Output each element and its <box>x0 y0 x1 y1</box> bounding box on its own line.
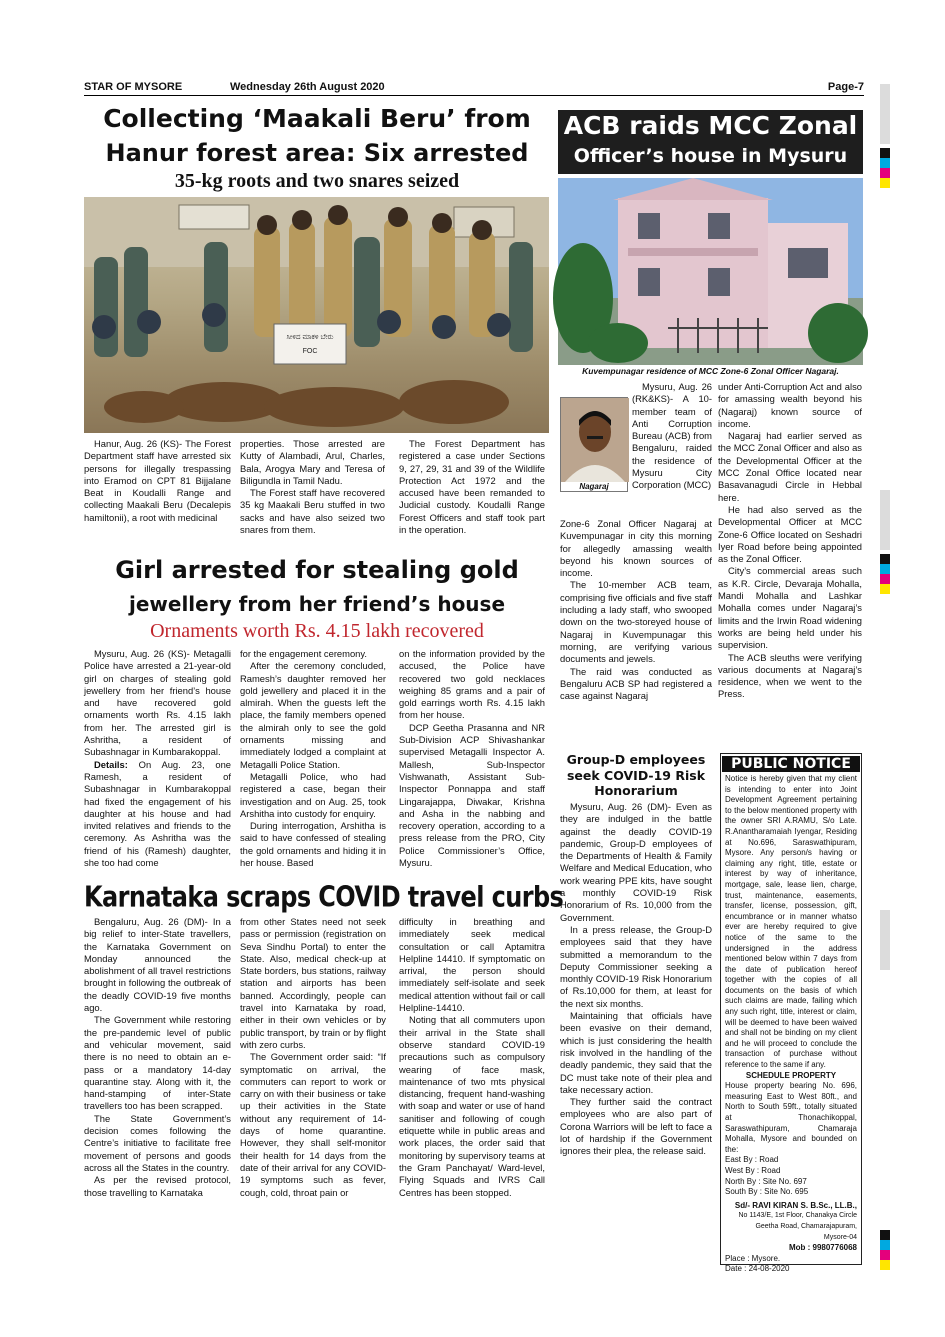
registration-bar-grey-2 <box>880 490 890 550</box>
story2-col2-para2: Nagaraj had earlier served as the MCC Zonal Officer and also as the Developmental Officer at the MCC Zonal Office located near Basavanagudi Circle in Hebbal here. <box>718 430 862 503</box>
story3-column-3 <box>399 648 545 874</box>
story2-column-2 <box>718 381 862 749</box>
story1-headline-line2: Hanur forest area: Six arrested <box>105 139 529 167</box>
acb-house-illustration <box>558 178 863 365</box>
nagaraj-portrait <box>560 397 628 492</box>
story3-col2-para4: During interrogation, Arshitha is said to have confessed of stealing the gold ornaments and hiding it in her house. Based <box>240 820 386 869</box>
story3-col1-para1: Mysuru, Aug. 26 (KS)- Metagalli Police have arrested a 21-year-old girl on charges of stealing gold jewellery from her friend’s house and have recovered gold ornaments worth Rs. 4.15 lakh from her. The arrested girl is Ashritha, a resident of Subashnagar in Kumbarakoppal. <box>84 648 231 758</box>
registration-bar-cmyk-1 <box>880 148 890 188</box>
boundary-north: North By : Site No. 697 <box>725 1176 807 1186</box>
portrait-illustration <box>561 398 629 482</box>
signatory-address-2: Geetha Road, Chamarajapuram, <box>755 1222 857 1230</box>
story2-headline-box <box>558 110 863 174</box>
story5-col1-para3: The State Government’s decision comes following the Centre’s initiative to facilitate free movement of persons and goods across all the States in the country. <box>84 1112 231 1173</box>
forest-arrest-photo-illustration <box>84 197 549 433</box>
story2-col2-para1: under Anti-Corruption Act and also for amassing wealth beyond his (Nagaraj) known source of income. <box>718 381 862 429</box>
story5-col1-para2: The Government while restoring the pre-pandemic level of public and vehicular movement, said there is no need to obtain an e-pass or a mandatory 14-day quarantine stay. Along with it, the hand-stamping of inter-State travellers too has been scrapped. <box>84 1014 231 1112</box>
story5-headline: Karnataka scraps COVID travel curbs <box>84 880 564 914</box>
portrait-caption: Nagaraj <box>561 482 627 491</box>
story2-headline-line2: Officer’s house in Mysuru <box>573 145 848 167</box>
story5-col3-para1: difficulty in breathing and immediately seek medical consultation or call Aptamitra Helpline 14410. If symptomatic on arrival, the person should immediately self-isolate and seek medical attention without fail or call Helpline-14410. <box>399 916 545 1014</box>
story5-col3-para2: Noting that all commuters upon their arrival in the State shall observe standard COVID-19 precautions such as compulsory wearing of face mask, maintenance of two mts physical distancing, frequent hand-washing with soap and water or use of hand sanitiser and following of cough etiquette while in public areas and work places, the order said that monitoring by supervisory teams at the Gram Panchayat/ Ward-level, Flying Squads and IVRS Call Centres has been stopped. <box>399 1014 545 1198</box>
signatory-address-1: No 1143/E, 1st Floor, Chanakya Circle <box>738 1212 857 1220</box>
story3-col3-para1: on the information provided by the accused, the Police have recovered two gold necklaces weighing 85 grams and a pair of gold earrings worth Rs. 4.15 lakh from her house. <box>399 648 545 721</box>
story3-column-1 <box>84 648 231 874</box>
story4-column <box>560 801 712 1267</box>
story3-subhead: Ornaments worth Rs. 4.15 lakh recovered <box>150 620 484 642</box>
story2-col2-para3: He had also served as the Developmental Officer at MCC Zone-6 Office located on Seshadri Iyer Road before being appointed as the Zonal Officer. <box>718 503 862 565</box>
story2-col1-para1: Zone-6 Zonal Officer Nagaraj at Kuvempunagar in city this morning for allegedly amassing wealth beyond his known sources of income. <box>560 518 712 579</box>
boundary-west: West By : Road <box>725 1165 781 1175</box>
story4-para1: Mysuru, Aug. 26 (DM)- Even as they are indulged in the battle against the deadly COVID-19 pandemic, Group-D employees of the Departments of Health & Family Welfare and Medical Education, who work wearing PPE kits, have sought a monthly COVID-19 Risk Honorarium of Rs. 10,000 from the Government. <box>560 801 712 923</box>
registration-bar-grey-3 <box>880 910 890 970</box>
story2-col1-top <box>632 381 712 517</box>
story2-headline-line1: ACB raids MCC Zonal <box>563 111 858 140</box>
signatory-address-3: Mysore-04 <box>823 1233 857 1241</box>
story1-col2-para2: The Forest staff have recovered 35 kg Maakali Beru stuffed in two sacks and have also seized two snares from them. <box>240 487 385 536</box>
forest-arrest-photo <box>84 197 549 433</box>
registration-bar-grey-1 <box>880 84 890 144</box>
masthead <box>84 80 864 96</box>
story1-column-1 <box>84 438 231 550</box>
story3-col1-para2: On Aug. 23, one Ramesh, a resident of Subashnagar in Kumbarakoppal had fixed the engagement of his daughter at his house and had invited relatives and friends to the ceremony. As Ashritha was the friend of his (Ramesh) daughter, she too had come <box>84 758 231 869</box>
story3-column-2 <box>240 648 386 874</box>
story5-col1-para1: Bengaluru, Aug. 26 (DM)- In a big relief to inter-State travellers, the Karnataka Government on Monday announced the abolishment of all travel restrictions brought in following the outbreak of the deadly COVID-19 five months ago. <box>84 916 231 1014</box>
story2-col2-para5: The ACB sleuths were verifying various documents at Nagaraj’s residence, when we went to the Press. <box>718 651 862 700</box>
story3-col3-para2: DCP Geetha Prasanna and NR Sub-Division ACP Shivashankar supervised Metagalli Inspector A. Mallesh, Sub-Inspector Vishwanath, Assistant Sub-Inspector Ponnappa and staff Lingarajappa, Diwakar, Krishna and Asha in the nabbing and recovery operation, according to a press release from the PRO, City Police Commissioner’s Office, Mysuru. <box>399 721 545 869</box>
boundary-south: South By : Site No. 695 <box>725 1187 809 1197</box>
page-number: Page-7 <box>827 81 864 93</box>
newspaper-name: STAR OF MYSORE <box>84 81 183 93</box>
story5-column-2 <box>240 916 386 1266</box>
signatory-mobile: Mob : 9980776068 <box>788 1243 857 1253</box>
story1-column-2 <box>240 438 385 550</box>
story1-col2-para1: properties. Those arrested are Kutty of Alambadi, Arul, Charles, Bala, Arogya Mary and Teresa of Biligundla in Tamil Nadu. <box>240 438 385 486</box>
story4-para2: In a press release, the Group-D employees said that they have submitted a memorandum to the Deputy Commissioner seeking a monthly COVID-19 Risk Honorarium of Rs.10,000 for them, at least for the next six months. <box>560 923 712 1009</box>
registration-bar-cmyk-3 <box>880 1230 890 1270</box>
story3-details-label: Details: <box>94 758 128 770</box>
signatory-name: Sd/- RAVI KIRAN S. B.Sc., LL.B., <box>734 1200 857 1210</box>
story2-col1-para2: The 10-member ACB team, comprising five officials and five staff including a lady staff, who swooped down on the two-storeyed house of Nagaraj in Kuvempunagar this morning, are verifying various documents and jewels. <box>560 579 712 665</box>
seized-items-banner-text: ಸೀಳಿದ ಮಾಕಳಿ ಬೇರು <box>286 334 334 341</box>
issue-date: Wednesday 26th August 2020 <box>230 81 385 93</box>
public-notice <box>720 753 862 1274</box>
boundary-east: East By : Road <box>725 1155 779 1165</box>
story5-column-3 <box>399 916 545 1266</box>
acb-house-photo <box>558 178 863 365</box>
story1-col1-text: Hanur, Aug. 26 (KS)- The Forest Department staff have arrested six persons for illegally trespassing into Eramod on CPT 81 Bijjalane Beat in Koudalli Range and collecting Maakali Beru (Decalepis hamiltonii), a root with medicinal <box>84 438 231 523</box>
story3-col2-para2: After the ceremony concluded, Ramesh’s daughter removed her gold jewellery and placed it in the almirah. When the guests left the place, the family members opened the almirah only to see the gold ornaments missing and immediately lodged a complaint at Metagalli Police Station. <box>240 660 386 770</box>
notice-date: Date : 24-08-2020 <box>725 1264 790 1274</box>
story1-column-3 <box>399 438 545 550</box>
story1-headline-line1: Collecting ‘Maakali Beru’ from <box>103 104 531 133</box>
schedule-body: House property bearing No. 696, measuring East to West 80ft., and North to South 59ft., totally situated at Thonachikoppal, Saraswathipuram, Chamaraja Mohalla, Mysore and bounded on the: <box>725 1081 857 1154</box>
story4-para4: They further said the contract employees who are also part of Corona Warriors will be left to face a lot of hardship if the Government ignores their plea, the release said. <box>560 1096 712 1157</box>
story2-col2-para4: City’s commercial areas such as K.R. Circle, Devaraja Mohalla, Mandi Mohalla and Lashkar Mohalla comes under Nagaraj’s limits and the Irwin Road widening works are being held under his supervision. <box>718 565 862 651</box>
story1-col3-text: The Forest Department has registered a case under Sections 9, 27, 29, 31 and 39 of the Wildlife Protection Act 1972 and the accused have been remanded to Judicial custody. Koudalli Range Forest Officers and staff took part in the operation. <box>399 438 545 536</box>
story5-col1-para4: As per the revised protocol, those travelling to Karnataka <box>84 1174 231 1198</box>
notice-place: Place : Mysore. <box>725 1253 781 1263</box>
story2-col1-para3: The raid was conducted as Bengaluru ACB SP had registered a case against Nagaraj <box>560 665 712 702</box>
schedule-title: SCHEDULE PROPERTY <box>745 1070 837 1080</box>
public-notice-title: PUBLIC NOTICE <box>722 756 860 772</box>
public-notice-body: Notice is hereby given that my client is intending to enter into Joint Development Agreement pertaining to the below mentioned property with the owner SRI A.RAMU, S/o Late. R.Anantharamaiah Iyengar, Residing at No.696, Saraswathipuram, Mysore. Any person/s having or claiming any right, title, estate or interest by way of inheritance, mortgage, sale, lease lien, charge, trust, maintenance, easements, transfer, license, possession, gift, encumbrance or in manner whatso ever are hereby required to give notice of the same to the undersigned in the address mentioned below within 7 days from the date of publication hereof together with the copies of all documents on the basis of which such claims are made, failing which any such right, title, interest or claim, will be deemed to have been waived and shall not be binding on my client and he will proceed to conclude the transaction of purchase without reference to the same if any. <box>725 774 857 1070</box>
story5-col2-para2: The Government order said: “If symptomatic on arrival, the commuters can report to work or carry on with their business or take up their activities in the State without any requirement of 14-days of home quarantine. However, they shall self-monitor their health for 14 days from the date of their arrival for any COVID-19 symptoms such as fever, cough, cold, throat pain or <box>240 1051 386 1198</box>
acb-photo-caption: Kuvempunagar residence of MCC Zone-6 Zonal Officer Nagaraj. <box>582 366 839 376</box>
registration-bar-cmyk-2 <box>880 554 890 594</box>
story1-subhead: 35-kg roots and two snares seized <box>174 170 460 192</box>
story3-headline-line2: jewellery from her friend’s house <box>128 592 506 616</box>
story4-para3: Maintaining that officials have been evasive on their demand, which is just considering the health risk involved in the handling of the deadly pandemic, they said that the DC must take note of their plea and take necessary action. <box>560 1010 712 1095</box>
story2-column-1 <box>560 518 712 748</box>
story3-col2-para1: for the engagement ceremony. <box>240 648 367 659</box>
story3-col2-para3: Metagalli Police, who had registered a case, began their investigation and on Aug. 25, took Arshitha into custody for enquiry. <box>240 770 386 819</box>
story3-headline-line1: Girl arrested for stealing gold <box>115 556 519 584</box>
story5-column-1 <box>84 916 231 1266</box>
story2-col1-top-text: Mysuru, Aug. 26 (RK&KS)- A 10-member team of Anti Corruption Bureau (ACB) from Bengaluru, raided the residence of Mysuru City Corporation (MCC) <box>632 381 712 491</box>
story5-col2-para1: from other States need not seek pass or permission (registration on Seva Sindhu Portal) to enter the State. Also, medical check-up at State borders, bus stations, railway station and airports has been banned. Accordingly, people can travel into Karnataka by road, either in their own vehicles or by public transport, by train or by flight with zero curbs. <box>240 916 386 1050</box>
seized-items-banner-code: FOC <box>302 348 318 355</box>
story4-headline: Group-D employees seek COVID-19 Risk Honorarium <box>566 752 706 798</box>
